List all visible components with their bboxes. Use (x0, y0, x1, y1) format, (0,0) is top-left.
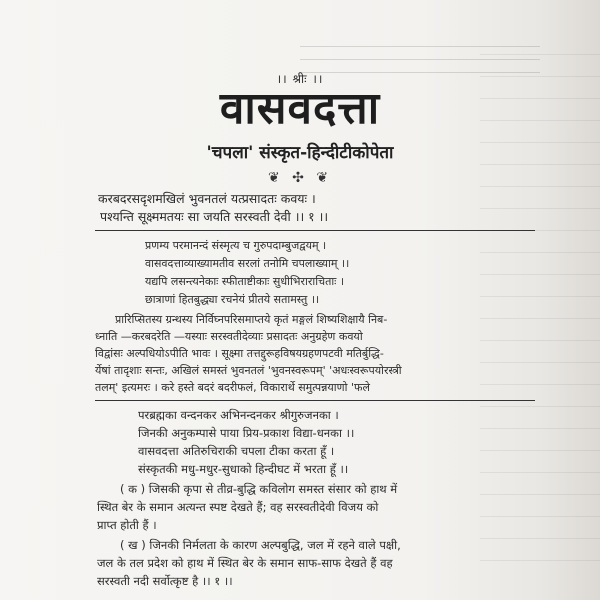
hindi-para-k-line: ( क ) जिसकी कृपा से तीव्र-बुद्धि कविलोग समस्त संसार को हाथ में (120, 482, 398, 496)
hindi-para-k-line: स्थित बेर के समान अत्यन्त स्पष्ट देखते हैं; वह सरस्वतीदेवी विजय को (97, 500, 379, 514)
sanskrit-prose-line: र्येषां तादृशाः सन्तः, अखिलं समस्तं भुवनतलं 'भुवनस्वरूपम्' 'अधःस्वरूपयोरस्त्री (95, 364, 402, 377)
hindi-stanza-line: संस्कृतकी मधु-मधुर-सुधाको हिन्दीघट में भरता हूँ ।। (138, 462, 349, 476)
sanskrit-stanza-line: वासवदत्ताव्याख्यामतीव सरलां तनोमि चपलाख्याम् ।। (145, 257, 350, 270)
hindi-stanza-line: वासवदत्ता अतिरुचिराकी चपला टीका करता हूँ । (138, 444, 335, 458)
sanskrit-stanza-line: प्रणम्य परमानन्दं संस्मृत्य च गुरुपदाम्बुजद्वयम् । (145, 239, 327, 252)
verse-line-1: करबदरसदृशमखिलं भुवनतलं यत्प्रसादतः कवयः । (98, 191, 316, 206)
sanskrit-prose-line: तलम्' इत्यमरः । करे हस्ते बदरं बदरीफलं, विकारार्थे समुत्पन्नयाणो 'फले (95, 381, 370, 394)
sanskrit-stanza-line: यद्यपि लसन्त्यनेकाः स्फीताष्टीकाः सुधीभिराराचिताः । (145, 275, 345, 288)
hindi-stanza-line: जिनकी अनुकम्पासे पाया प्रिय-प्रकाश विद्या-धनका ।। (138, 426, 355, 440)
ornament-divider: ❦ ✣ ❦ (267, 170, 333, 186)
section-rule (95, 400, 535, 401)
hindi-para-kh-line: ( ख ) जिनकी निर्मलता के कारण अल्पबुद्धि, जल में रहने वाले पक्षी, (120, 538, 401, 552)
section-rule (95, 230, 535, 231)
book-subtitle: 'चपला' संस्कृत-हिन्दीटीकोपेता (206, 143, 394, 163)
hindi-para-kh-line: सरस्वती नदी सर्वोत्कृष्ट है ।। १ ।। (97, 574, 233, 588)
verse-line-2: पश्यन्ति सूक्ष्ममतयः सा जयति सरस्वती देवी ।। १ ।। (100, 209, 329, 224)
hindi-stanza-line: परब्रह्मका वन्दनकर अभिनन्दनकर श्रीगुरुजनका । (138, 408, 339, 422)
hindi-para-kh-line: जल के तल प्रदेश को हाथ में स्थित बेर के समान साफ-साफ देखते हैं वह (97, 556, 393, 570)
hindi-para-k-line: प्राप्त होती हैं । (97, 518, 157, 532)
sanskrit-prose-line: ध्नाति —करबदरेति —यस्याः सरस्वतीदेव्याः प्रसादतः अनुग्रहेण कवयो (95, 330, 363, 343)
book-title: वासवदत्ता (219, 83, 381, 134)
sanskrit-prose-line: प्रारिप्सितस्य ग्रन्थस्य निर्विघ्नपरिसमाप्तये कृतं मङ्गलं शिष्यशिक्षायै निब- (115, 313, 388, 326)
sanskrit-stanza-line: छात्राणां हितबुद्ध्या रचनेयं प्रीतये सतामस्तु ।। (145, 293, 320, 306)
sanskrit-prose-line: विद्वांसः अल्पधियोऽपीति भावः । सूक्ष्मा तत्तद्दुरूहविषयग्रहणपटवी मतिर्बुद्धि- (95, 347, 384, 360)
invocation: ।। श्रीः ।। (276, 72, 324, 86)
